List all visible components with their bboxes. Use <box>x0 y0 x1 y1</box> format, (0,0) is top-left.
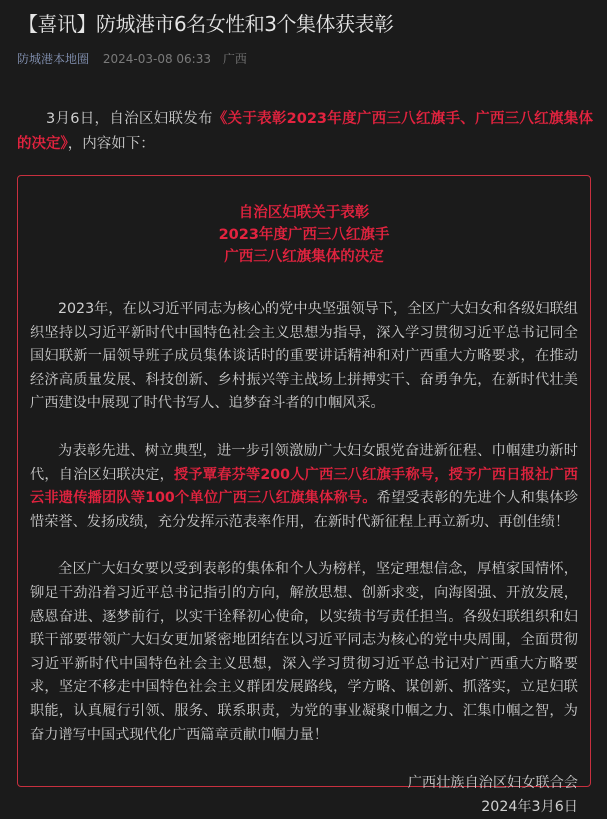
intro-suffix: ，内容如下： <box>67 135 155 152</box>
notice-heading-line: 自治区妇联关于表彰 <box>238 205 370 221</box>
notice-signature <box>18 771 578 819</box>
publish-location: 广西 <box>222 52 247 66</box>
paragraph2-prefix: 为表彰先进、树立典型，进一步引领激励广大妇女跟党奋进新征程、巾帼建功新时代，自治区妇联决定， <box>30 442 578 483</box>
notice-paragraph-1: 2023年，在以习近平同志为核心的党中央坚强领导下，全区广大妇女和各级妇联组织坚持以习近平新时代中国特色社会主义思想为指导，深入学习贯彻习近平总书记同全国妇联新一届领导班子成员集体谈话时的重要讲话精神和对广西重大方略要求，在推动经济高质量发展、科技创新、乡村振兴等主战场上拼搏实干、奋勇争先，在新时代壮美广西建设中展现了时代书写人、追梦奋斗者的巾帼风采。 <box>30 301 578 412</box>
notice-box <box>17 175 591 816</box>
intro-prefix: 3月6日，自治区妇联发布 <box>46 110 213 127</box>
notice-heading-line: 广西三八红旗集体的决定 <box>224 249 384 265</box>
notice-heading-line: 2023年度广西三八红旗手 <box>218 227 390 243</box>
intro-highlight: 《关于表彰2023年度广西三八红旗手、广西三八红旗集体的决定》 <box>17 110 594 152</box>
paragraph2-suffix: 希望受表彰的先进个人和集体珍惜荣誉、发扬成绩，充分发挥示范表率作用，在新时代新征程上再立新功、再创佳绩！ <box>30 490 578 530</box>
signature-date: 2024年3月6日 <box>481 799 578 816</box>
article-title: 【喜讯】防城港市6名女性和3个集体获表彰 <box>18 12 394 36</box>
notice-heading <box>18 202 590 268</box>
signature-org: 广西壮族自治区妇女联合会 <box>407 775 578 792</box>
notice-paragraph-2 <box>30 440 578 534</box>
paragraph2-highlight: 授予覃春芬等200人广西三八红旗手称号，授予广西日报社广西云非遗传播团队等100个单位广西三八红旗集体称号。 <box>30 466 578 507</box>
notice-paragraph-3: 全区广大妇女要以受到表彰的集体和个人为榜样，坚定理想信念，厚植家国情怀，铆足干劲沿着习近平总书记指引的方向，解放思想、创新求变，向海图强、开放发展，感恩奋进、逐梦前行，以实干诠释初心使命，以实绩书写责任担当。各级妇联组织和妇联干部要带领广大妇女更加紧密地团结在以习近平同志为核心的党中央周围，全面贯彻习近平新时代中国特色社会主义思想，深入学习贯彻习近平总书记对广西重大方略要求，坚定不移走中国特色社会主义群团发展路线，学方略、谋创新、抓落实，立足妇联职能，认真履行引领、服务、联系职责，为党的事业凝聚巾帼之力、汇集巾帼之智，为奋力谱写中国式现代化广西篇章贡献巾帼力量！ <box>30 561 578 743</box>
article-meta <box>17 50 247 67</box>
publish-time: 2024-03-08 06:33 <box>102 52 211 66</box>
source-account-link[interactable]: 防城港本地圈 <box>17 52 90 66</box>
intro-paragraph <box>17 107 593 157</box>
